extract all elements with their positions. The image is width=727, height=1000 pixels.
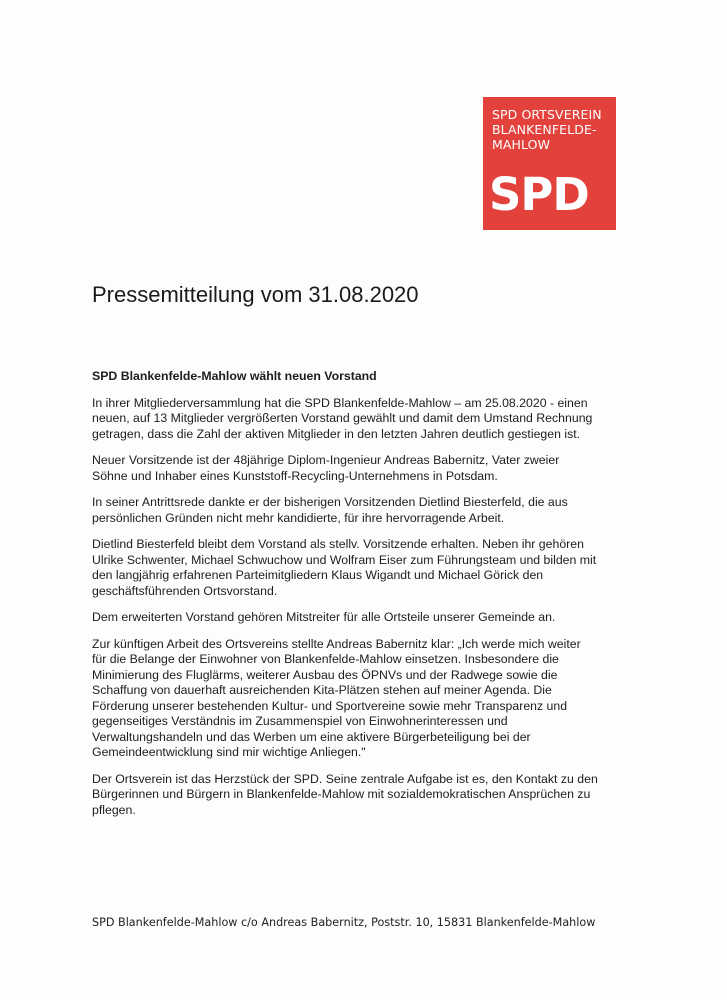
paragraph-3 [92, 495, 632, 526]
text-line: Neuer Vorsitzende ist der 48jährige Diplom-Ingenieur Andreas Babernitz, Vater zweier [92, 453, 560, 467]
text-line: In ihrer Mitgliederversammlung hat die SPD Blankenfelde-Mahlow – am 25.08.2020 - einen [92, 395, 588, 410]
text-line: Gemeindeentwicklung sind mir wichtige Anliegen." [92, 745, 366, 759]
paragraph-4 [92, 537, 632, 599]
text-line: gegenseitiges Verständnis im Zusammenspiel von Einwohnerinteressen und [92, 714, 508, 728]
paragraph-2 [92, 453, 632, 484]
text-line: Minimierung des Fluglärms, weiterer Ausbau des ÖPNVs und der Radwege sowie die [92, 667, 558, 682]
text-line: persönlichen Gründen nicht mehr kandidierte, für ihre hervorragende Arbeit. [92, 510, 505, 525]
paragraph-7 [92, 772, 632, 819]
text-line: neuen, auf 13 Mitglieder vergrößerten Vorstand gewählt und damit dem Umstand Rechnung [92, 411, 593, 425]
text-line: Verwaltungshandeln und das Werben um eine aktivere Bürgerbeteiligung bei der [92, 729, 531, 744]
text-line: getragen, dass die Zahl der aktiven Mitglieder in den letzten Jahren deutlich gestiegen ist. [92, 426, 581, 441]
text-line: Söhne und Inhaber eines Kunststoff-Recycling-Unternehmens in Potsdam. [92, 468, 498, 483]
text-line: den langjährig erfahrenen Parteimitgliedern Klaus Wigandt und Michael Görick den [92, 568, 544, 582]
text-line: pflegen. [92, 802, 136, 817]
press-release-body [92, 369, 632, 829]
logo-line-2: BLANKENFELDE- [492, 122, 597, 137]
paragraph-1 [92, 396, 632, 443]
spd-logo [483, 97, 616, 230]
logo-line-1: SPD ORTSVEREIN [492, 107, 602, 122]
text-line: Dietlind Biesterfeld bleibt dem Vorstand als stellv. Vorsitzende erhalten. Neben ihr gehören [92, 537, 584, 551]
text-line: Bürgerinnen und Bürgern in Blankenfelde-Mahlow mit sozialdemokratischen Ansprüchen zu [92, 787, 591, 801]
text-line: Der Ortsverein ist das Herzstück der SPD. Seine zentrale Aufgabe ist es, den Kontakt zu den [92, 771, 598, 786]
footer-address: SPD Blankenfelde-Mahlow c/o Andreas Babernitz, Poststr. 10, 15831 Blankenfelde-Mahlow [92, 916, 596, 929]
text-line: Ulrike Schwenter, Michael Schwuchow und Wolfram Eiser zum Führungsteam und bilden mit [92, 552, 597, 567]
text-line: Dem erweiterten Vorstand gehören Mitstreiter für alle Ortsteile unserer Gemeinde an. [92, 610, 556, 624]
text-line: für die Belange der Einwohner von Blankenfelde-Mahlow einsetzen. Insbesondere die [92, 652, 559, 666]
paragraph-5 [92, 610, 632, 626]
text-line: geschäftsführenden Ortsvorstand. [92, 583, 278, 598]
text-line: Schaffung von dauerhaft ausreichenden Kita-Plätzen stehen auf meiner Agenda. Die [92, 683, 552, 697]
text-line: In seiner Antrittsrede dankte er der bisherigen Vorsitzenden Dietlind Biesterfeld, die aus [92, 495, 568, 509]
text-line: Zur künftigen Arbeit des Ortsvereins stellte Andreas Babernitz klar: „Ich werde mich weiter [92, 636, 581, 651]
logo-line-3: MAHLOW [492, 137, 551, 152]
headline: SPD Blankenfelde-Mahlow wählt neuen Vorstand [92, 369, 377, 383]
text-line: Förderung unserer bestehenden Kultur- und Sportvereine sowie mehr Transparenz und [92, 698, 568, 713]
logo-wordmark: SPD [489, 168, 589, 221]
paragraph-6 [92, 637, 632, 761]
page-title: Pressemitteilung vom 31.08.2020 [92, 282, 419, 307]
